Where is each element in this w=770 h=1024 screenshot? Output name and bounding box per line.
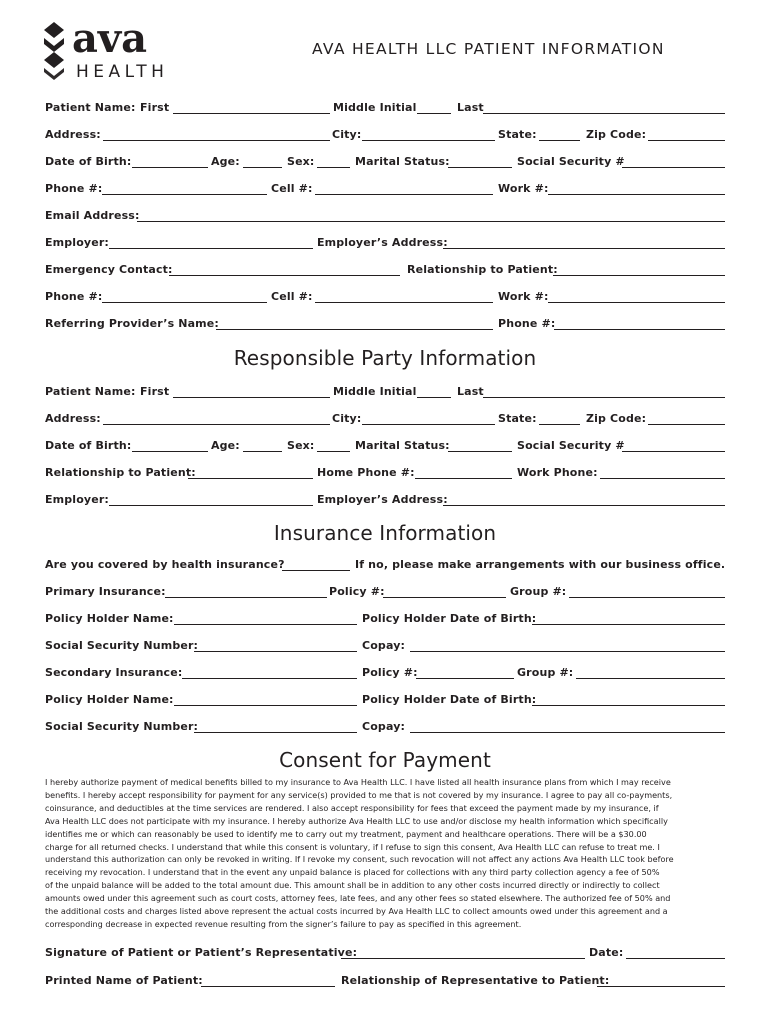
rp-work-phone-label: Work Phone: (517, 466, 598, 479)
consent-line: Ava Health LLC does not participate with my insurance. I hereby authorize Ava Health LLC to use and/or disclose my health information which specifically (45, 815, 668, 826)
rp-home-phone-field[interactable] (415, 478, 512, 479)
rp-city-label: City: (332, 412, 362, 425)
zip-label: Zip Code: (586, 128, 647, 141)
marital-status-field[interactable] (448, 167, 512, 168)
policy-holder-row (45, 612, 725, 628)
insurance-heading: Insurance Information (273, 521, 497, 545)
rp-middle-field[interactable] (417, 397, 451, 398)
referring-provider-label: Referring Provider’s Name: (45, 317, 219, 330)
address-row (45, 128, 725, 144)
rp-name-row (45, 385, 725, 401)
referring-phone-field[interactable] (554, 329, 725, 330)
city-label: City: (332, 128, 362, 141)
ins-covered-row (45, 558, 725, 574)
ins-ssn2-label: Social Security Number: (45, 720, 199, 733)
patient-name-label: Patient Name: (45, 101, 136, 114)
emergency-row (45, 263, 725, 279)
sex-label: Sex: (287, 155, 315, 168)
primary-insurance-label: Primary Insurance: (45, 585, 166, 598)
ssn-field[interactable] (622, 167, 725, 168)
last-name-field[interactable] (483, 113, 725, 114)
logo-wordmark-ava: ava (72, 15, 148, 62)
ssn-label: Social Security # (517, 155, 625, 168)
zip-field[interactable] (648, 140, 725, 141)
rp-zip-label: Zip Code: (586, 412, 647, 425)
consent-line: corresponding decrease in expected revenue resulting from the signer’s failure to pay as specified in this agreement. (45, 918, 522, 929)
emergency-cell-field[interactable] (315, 302, 493, 303)
policy-holder2-row (45, 693, 725, 709)
group-label: Group #: (510, 585, 567, 598)
marital-status-label: Marital Status: (355, 155, 450, 168)
relationship-rep-label: Relationship of Representative to Patient: (341, 974, 610, 987)
employer-field[interactable] (109, 248, 313, 249)
policy-holder-dob-label: Policy Holder Date of Birth: (362, 612, 537, 625)
covered-label: Are you covered by health insurance? (45, 558, 285, 571)
logo-wordmark-health: HEALTH (76, 62, 169, 80)
employer-row (45, 236, 725, 252)
work-field[interactable] (548, 194, 725, 195)
rp-marital-label: Marital Status: (355, 439, 450, 452)
cell-field[interactable] (315, 194, 493, 195)
dob-field[interactable] (132, 167, 208, 168)
employer-address-label: Employer’s Address: (317, 236, 448, 249)
referring-provider-field[interactable] (216, 329, 493, 330)
rp-address-row (45, 412, 725, 428)
responsible-party-heading: Responsible Party Information (233, 346, 537, 370)
emergency-phone-row (45, 290, 725, 306)
rp-address-label: Address: (45, 412, 101, 425)
printed-name-label: Printed Name of Patient: (45, 974, 203, 987)
relationship-field[interactable] (553, 275, 725, 276)
policy-field[interactable] (383, 597, 506, 598)
rp-employer-label: Employer: (45, 493, 109, 506)
consent-line: identifies me or which can reasonably be used to identify me to carry out my treatment, payment and healthcare operations. There will be a $30.00 (45, 828, 647, 839)
consent-line: understand this authorization can only be revoked in writing. If I revoke my consent, such revocation will not affect any actions Ava Health LLC took before (45, 854, 674, 865)
state-field[interactable] (539, 140, 580, 141)
rp-ssn-label: Social Security # (517, 439, 625, 452)
group2-field[interactable] (576, 678, 725, 679)
consent-line: amounts owed under this agreement such as court costs, attorney fees, late fees, and any other fees so stated elsewhere. The authorized fee of 50% and (45, 893, 671, 904)
policy-holder-label: Policy Holder Name: (45, 612, 174, 625)
ins-ssn-field[interactable] (194, 651, 357, 652)
policy-holder-dob-field[interactable] (532, 624, 725, 625)
sex-field[interactable] (317, 167, 350, 168)
group2-label: Group #: (517, 666, 574, 679)
rp-age-label: Age: (211, 439, 240, 452)
middle-initial-field[interactable] (417, 113, 451, 114)
rp-employer-row (45, 493, 725, 509)
rp-relationship-row (45, 466, 725, 482)
rp-first-field[interactable] (173, 397, 330, 398)
covered-field[interactable] (282, 570, 350, 571)
dob-row (45, 155, 725, 171)
rp-relationship-field[interactable] (188, 478, 313, 479)
consent-line: charge for all returned checks. I understand that while this consent is voluntary, if I refuse to sign this consent, Ava Health LLC can refuse to treat me. I (45, 841, 660, 852)
email-label: Email Address: (45, 209, 140, 222)
rp-ssn-field[interactable] (622, 451, 725, 452)
state-label: State: (498, 128, 537, 141)
rp-zip-field[interactable] (648, 424, 725, 425)
policy-label: Policy #: (329, 585, 385, 598)
secondary-insurance-field[interactable] (182, 678, 357, 679)
if-no-note: If no, please make arrangements with our business office. (355, 558, 726, 571)
primary-insurance-field[interactable] (165, 597, 327, 598)
consent-line: benefits. I hereby accept responsibility for payment for any service(s) provided to me that is not covered by my insurance. I agree to pay all co-payments, (45, 789, 673, 800)
ava-health-logo-mark (40, 14, 190, 80)
rp-last-field[interactable] (483, 397, 725, 398)
emergency-phone-field[interactable] (102, 302, 267, 303)
rp-age-field[interactable] (243, 451, 282, 452)
date-field[interactable] (626, 958, 725, 959)
date-label: Date: (589, 946, 624, 959)
copay2-field[interactable] (410, 732, 725, 733)
phone-row (45, 182, 725, 198)
dob-label: Date of Birth: (45, 155, 132, 168)
consent-line: coinsurance, and deductibles at the time services are rendered. I also accept responsibility for fees that exceed the payment made by my insurance, if (45, 802, 659, 813)
first-name-field[interactable] (173, 113, 330, 114)
rp-marital-field[interactable] (448, 451, 512, 452)
copay-label: Copay: (362, 639, 406, 652)
phone-field[interactable] (102, 194, 267, 195)
employer-label: Employer: (45, 236, 109, 249)
rp-first-label: First (140, 385, 170, 398)
rp-sex-label: Sex: (287, 439, 315, 452)
first-name-label: First (140, 101, 170, 114)
secondary-insurance-label: Secondary Insurance: (45, 666, 183, 679)
copay-field[interactable] (410, 651, 725, 652)
policy-holder2-dob-field[interactable] (532, 705, 725, 706)
employer-address-field[interactable] (443, 248, 725, 249)
consent-line: I hereby authorize payment of medical benefits billed to my insurance to Ava Health LLC. I have listed all health insurance plans from which I may receive (45, 777, 671, 787)
rp-work-phone-field[interactable] (600, 478, 725, 479)
secondary-insurance-row (45, 666, 725, 682)
policy2-label: Policy #: (362, 666, 418, 679)
rp-middle-label: Middle Initial (333, 385, 417, 398)
printed-name-field[interactable] (201, 986, 335, 987)
emergency-contact-label: Emergency Contact: (45, 263, 173, 276)
age-label: Age: (211, 155, 240, 168)
consent-paragraph (45, 776, 725, 931)
rp-relationship-label: Relationship to Patient: (45, 466, 196, 479)
signature-row (45, 946, 725, 962)
emergency-cell-label: Cell #: (271, 290, 313, 303)
rp-dob-field[interactable] (132, 451, 208, 452)
referring-phone-label: Phone #: (498, 317, 556, 330)
cell-label: Cell #: (271, 182, 313, 195)
page-title: AVA HEALTH LLC PATIENT INFORMATION (312, 40, 665, 58)
patient-name-row (45, 101, 725, 117)
relationship-label: Relationship to Patient: (407, 263, 558, 276)
email-field[interactable] (137, 221, 725, 222)
age-field[interactable] (243, 167, 282, 168)
ins-ssn2-field[interactable] (194, 732, 357, 733)
consent-line: of the unpaid balance will be added to the total amount due. This amount shall be in addition to any other costs incurred directly or indirectly to collect (45, 880, 660, 891)
rp-employer-address-label: Employer’s Address: (317, 493, 448, 506)
city-field[interactable] (362, 140, 495, 141)
ins-ssn-label: Social Security Number: (45, 639, 199, 652)
signature-label: Signature of Patient or Patient’s Representative: (45, 946, 358, 959)
rp-home-phone-label: Home Phone #: (317, 466, 415, 479)
rp-last-label: Last (457, 385, 484, 398)
rp-name-label: Patient Name: (45, 385, 136, 398)
ins-ssn2-row (45, 720, 725, 736)
rp-address-field[interactable] (103, 424, 330, 425)
referring-row (45, 317, 725, 333)
policy-holder-field[interactable] (174, 624, 357, 625)
middle-initial-label: Middle Initial (333, 101, 417, 114)
emergency-phone-label: Phone #: (45, 290, 103, 303)
primary-insurance-row (45, 585, 725, 601)
relationship-rep-field[interactable] (597, 986, 725, 987)
policy-holder2-label: Policy Holder Name: (45, 693, 174, 706)
last-name-label: Last (457, 101, 484, 114)
address-label: Address: (45, 128, 101, 141)
printed-name-row (45, 974, 725, 990)
group-field[interactable] (569, 597, 725, 598)
ins-ssn-row (45, 639, 725, 655)
consent-line: the additional costs and charges listed above represent the actual costs incurred by Ava Health LLC to collect amounts owed under this agreement and a (45, 906, 668, 917)
policy2-field[interactable] (416, 678, 514, 679)
signature-field[interactable] (341, 958, 585, 959)
emergency-work-label: Work #: (498, 290, 549, 303)
address-field[interactable] (103, 140, 330, 141)
work-label: Work #: (498, 182, 549, 195)
emergency-contact-field[interactable] (169, 275, 400, 276)
emergency-work-field[interactable] (548, 302, 725, 303)
rp-employer-field[interactable] (109, 505, 313, 506)
rp-dob-row (45, 439, 725, 455)
rp-sex-field[interactable] (317, 451, 350, 452)
email-row (45, 209, 725, 225)
rp-dob-label: Date of Birth: (45, 439, 132, 452)
phone-label: Phone #: (45, 182, 103, 195)
policy-holder2-field[interactable] (174, 705, 357, 706)
policy-holder2-dob-label: Policy Holder Date of Birth: (362, 693, 537, 706)
ava-health-logo (40, 14, 190, 80)
rp-state-field[interactable] (539, 424, 580, 425)
copay2-label: Copay: (362, 720, 406, 733)
rp-employer-address-field[interactable] (443, 505, 725, 506)
rp-state-label: State: (498, 412, 537, 425)
rp-city-field[interactable] (362, 424, 495, 425)
consent-line: receiving my revocation. I understand that in the event any unpaid balance is placed for collections with any third party collection agency a fee of 50% (45, 867, 660, 878)
consent-heading: Consent for Payment (279, 748, 491, 772)
